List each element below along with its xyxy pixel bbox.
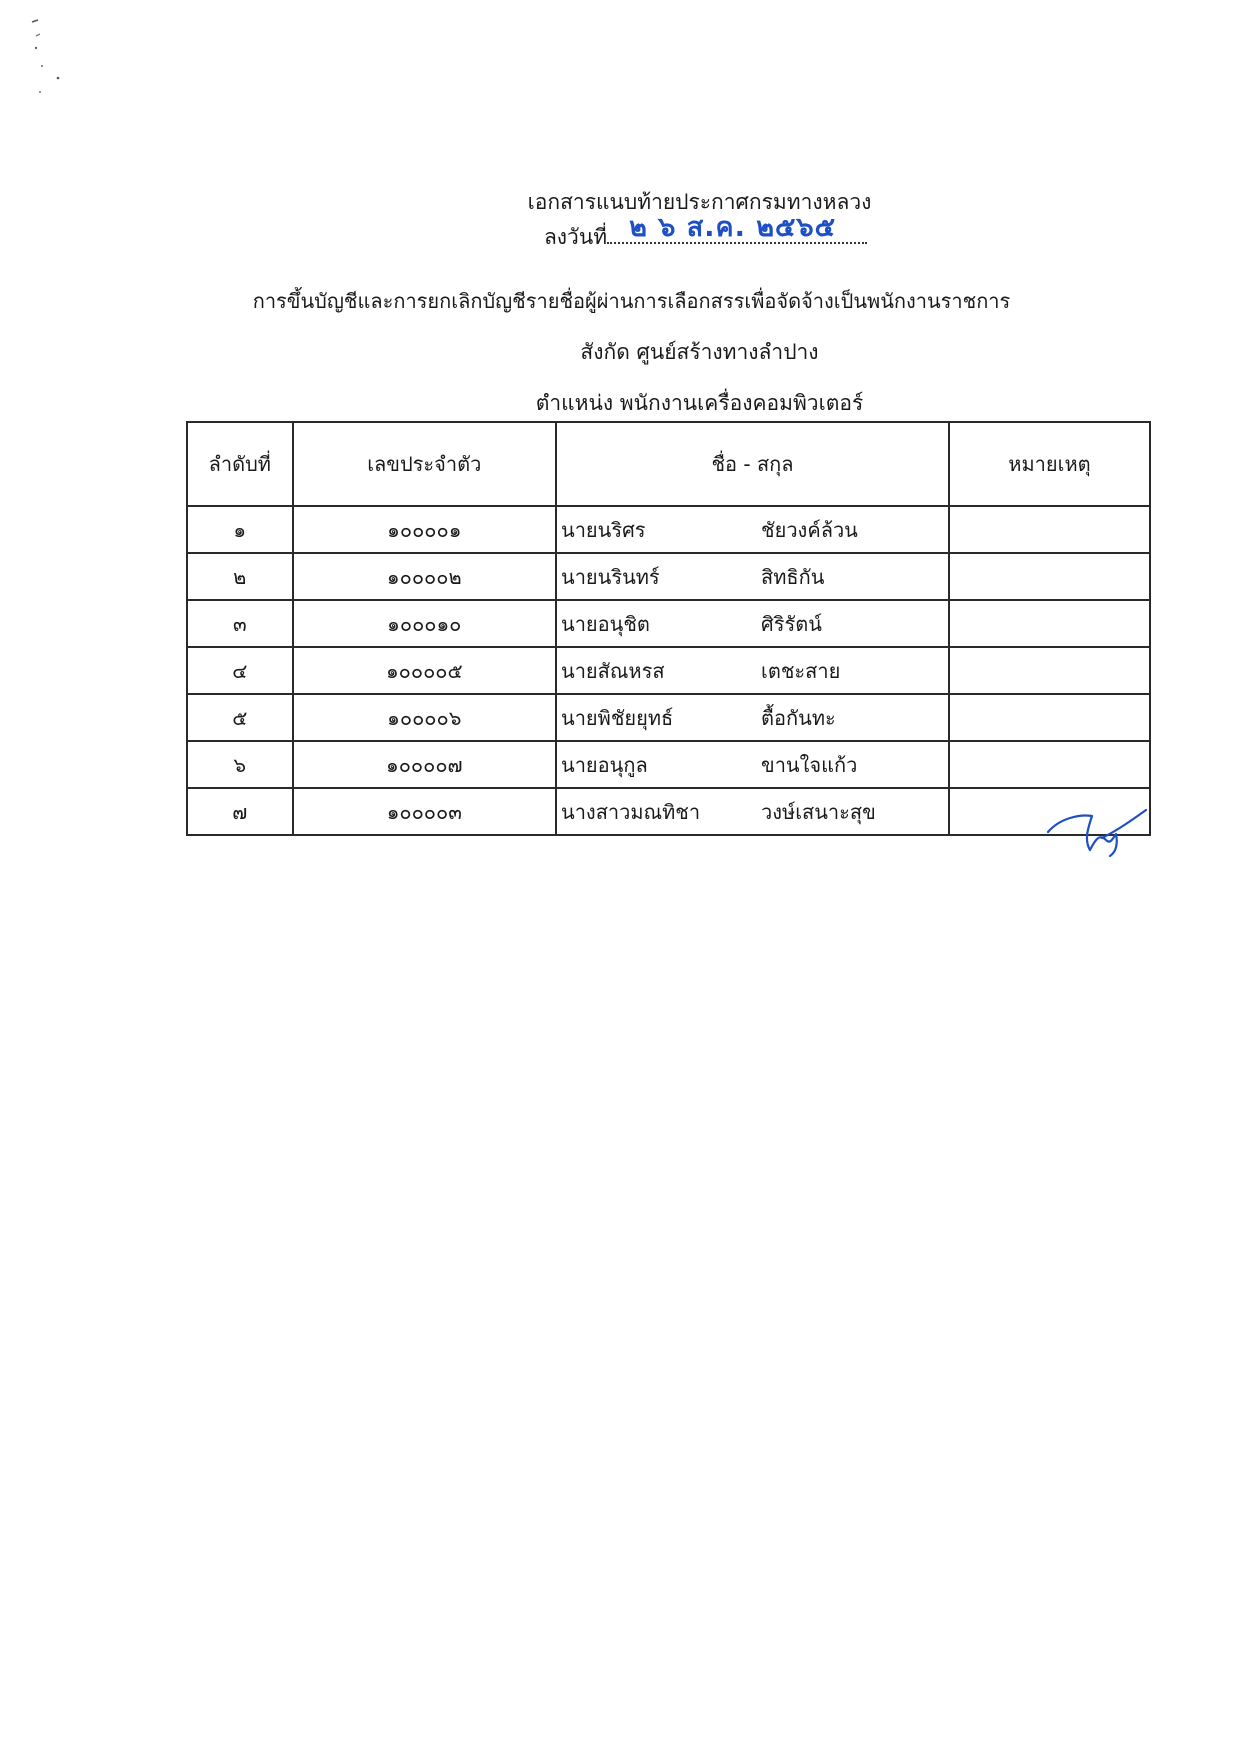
row-name bbox=[556, 600, 949, 647]
table-row bbox=[187, 506, 1150, 553]
row-last-name: วงษ์เสนาะสุข bbox=[761, 799, 876, 824]
row-order: ๒ bbox=[187, 553, 293, 600]
table-row bbox=[187, 741, 1150, 788]
table-row bbox=[187, 788, 1150, 835]
header-note: หมายเหตุ bbox=[949, 422, 1150, 506]
row-id: ๑๐๐๐๐๑ bbox=[293, 506, 556, 553]
row-order: ๓ bbox=[187, 600, 293, 647]
row-id: ๑๐๐๐๐๒ bbox=[293, 553, 556, 600]
row-name bbox=[556, 788, 949, 835]
scan-marks bbox=[30, 8, 90, 108]
annex-heading: เอกสารแนบท้ายประกาศกรมทางหลวง bbox=[527, 190, 872, 214]
row-id: ๑๐๐๐๐๓ bbox=[293, 788, 556, 835]
position-line: ตำแหน่ง พนักงานเครื่องคอมพิวเตอร์ bbox=[535, 391, 864, 415]
handwritten-date: ๒ ๖ ส.ค. ๒๕๖๕ bbox=[629, 212, 837, 243]
row-name bbox=[556, 741, 949, 788]
row-name bbox=[556, 506, 949, 553]
row-id: ๑๐๐๐๐๗ bbox=[293, 741, 556, 788]
row-last-name: สิทธิกัน bbox=[761, 564, 825, 589]
row-first-name: นายสัณหรส bbox=[561, 658, 665, 683]
row-id: ๑๐๐๐๐๕ bbox=[293, 647, 556, 694]
row-first-name: นายอนุชิต bbox=[561, 611, 650, 636]
row-last-name: ศิริรัตน์ bbox=[761, 611, 822, 636]
row-order: ๑ bbox=[187, 506, 293, 553]
row-first-name: นางสาวมณทิชา bbox=[561, 799, 701, 824]
row-name bbox=[556, 647, 949, 694]
row-note bbox=[949, 506, 1150, 553]
affiliation-line: สังกัด ศูนย์สร้างทางลำปาง bbox=[580, 340, 819, 364]
table-row bbox=[187, 600, 1150, 647]
row-last-name: เตชะสาย bbox=[761, 658, 841, 683]
row-name bbox=[556, 694, 949, 741]
table-row bbox=[187, 694, 1150, 741]
table-row bbox=[187, 647, 1150, 694]
header-order: ลำดับที่ bbox=[187, 422, 293, 506]
row-order: ๗ bbox=[187, 788, 293, 835]
row-order: ๕ bbox=[187, 694, 293, 741]
document-title: การขึ้นบัญชีและการยกเลิกบัญชีรายชื่อผู้ผ่านการเลือกสรรเพื่อจัดจ้างเป็นพนักงานราชการ bbox=[252, 289, 1011, 313]
row-first-name: นายอนุกูล bbox=[561, 752, 648, 777]
row-last-name: ตื้อกันทะ bbox=[761, 705, 836, 730]
date-label: ลงวันที่ bbox=[543, 225, 608, 249]
row-first-name: นายนรินทร์ bbox=[561, 564, 660, 589]
row-first-name: นายนริศร bbox=[561, 517, 646, 542]
roster-body bbox=[187, 506, 1150, 835]
row-note bbox=[949, 600, 1150, 647]
row-id: ๑๐๐๐๐๖ bbox=[293, 694, 556, 741]
table-header-row bbox=[187, 422, 1150, 506]
row-note bbox=[949, 694, 1150, 741]
row-note bbox=[949, 553, 1150, 600]
row-note bbox=[949, 647, 1150, 694]
header-id: เลขประจำตัว bbox=[293, 422, 556, 506]
row-note bbox=[949, 741, 1150, 788]
row-last-name: ชัยวงค์ล้วน bbox=[761, 517, 858, 542]
table-row bbox=[187, 553, 1150, 600]
row-order: ๔ bbox=[187, 647, 293, 694]
date-fill-line bbox=[607, 212, 867, 244]
row-id: ๑๐๐๐๑๐ bbox=[293, 600, 556, 647]
row-order: ๖ bbox=[187, 741, 293, 788]
date-line bbox=[86, 212, 1239, 251]
roster-table bbox=[186, 421, 1151, 836]
handwritten-signature bbox=[1040, 800, 1150, 860]
header-name: ชื่อ - สกุล bbox=[556, 422, 949, 506]
row-name bbox=[556, 553, 949, 600]
row-first-name: นายพิชัยยุทธ์ bbox=[561, 705, 674, 730]
row-last-name: ขานใจแก้ว bbox=[761, 752, 858, 777]
